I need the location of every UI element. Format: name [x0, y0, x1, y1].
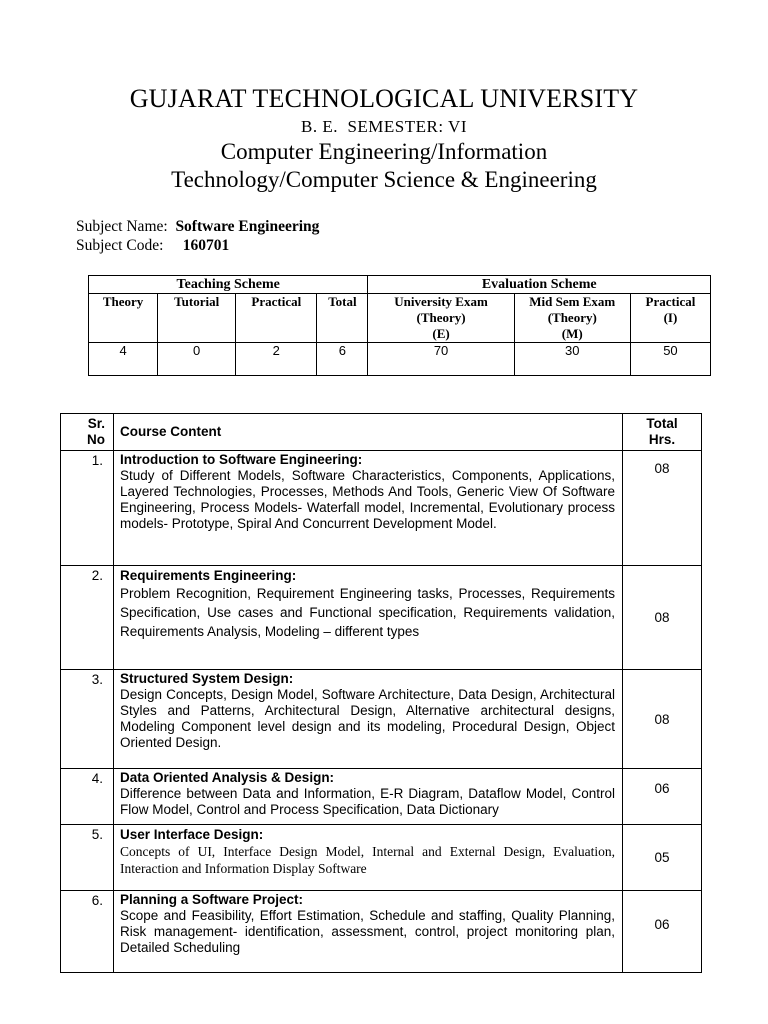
teaching-scheme-header: Teaching Scheme [89, 276, 368, 294]
table-row [61, 566, 702, 670]
topic-title: User Interface Design: [120, 827, 264, 842]
row-content [114, 670, 623, 769]
topic-description: Difference between Data and Information, E-R Diagram, Dataflow Model, Control Flow Model, Control and Process Specification, Data Dictionary [120, 786, 615, 817]
subject-name [76, 218, 319, 236]
practical-eval-header [630, 294, 710, 343]
subject-code-value: 160701 [182, 237, 230, 254]
sr-no-header [61, 414, 114, 451]
table-row [61, 451, 702, 566]
table-row [61, 769, 702, 825]
topic-description: Problem Recognition, Requirement Engineering tasks, Processes, Requirements Specification, Use cases and Functional specification, Requirements validation, Requirements Analysis, Modeling – different types [120, 586, 615, 639]
course-content-table [60, 413, 702, 973]
topic-title: Structured System Design: [120, 671, 294, 686]
row-content [114, 891, 623, 973]
mid-sem-line-1: Mid Sem Exam [529, 294, 616, 309]
tutorial-header: Tutorial [158, 294, 236, 343]
mid-sem-line-2: (Theory) [547, 310, 597, 325]
topic-title: Data Oriented Analysis & Design: [120, 770, 335, 785]
row-content [114, 769, 623, 825]
mid-sem-line-3: (M) [561, 326, 583, 341]
topic-description: Study of Different Models, Software Characteristics, Components, Applications, Layered Technologies, Processes, Methods And Tools, Generic View Of Software Engineering, Process Models- Waterfall model, Incremental, Evolutionary process models- Prototype, Spiral And Concurrent Development Model. [120, 468, 615, 531]
total-value: 6 [317, 343, 368, 376]
subject-code-label: Subject Code: [76, 237, 164, 254]
university-exam-line-3: (E) [432, 326, 450, 341]
row-hours: 06 [623, 891, 702, 973]
tutorial-value: 0 [158, 343, 236, 376]
row-content [114, 566, 623, 670]
topic-title: Planning a Software Project: [120, 892, 304, 907]
practical-eval-line-2: (I) [663, 310, 678, 325]
topic-description: Design Concepts, Design Model, Software Architecture, Data Design, Architectural Styles and Patterns, Architectural Design, Alternative architectural designs, Modeling Component level design and its modeling, Procedural Design, Object Oriented Design. [120, 687, 615, 750]
topic-description: Concepts of UI, Interface Design Model, Internal and External Design, Evaluation, Interaction and Information Display Software [120, 844, 615, 876]
row-number: 6. [61, 891, 114, 973]
department-line-2: Technology/Computer Science & Engineering [171, 167, 597, 192]
mid-sem-exam-value: 30 [514, 343, 630, 376]
row-hours: 08 [623, 451, 702, 566]
total-hrs-header [623, 414, 702, 451]
sr-no-line-1: Sr. [87, 416, 105, 431]
total-hrs-line-1: Total [646, 416, 678, 431]
practical-value: 2 [236, 343, 317, 376]
mid-sem-exam-header [514, 294, 630, 343]
sr-no-line-2: No [87, 432, 105, 447]
row-hours: 08 [623, 670, 702, 769]
practical-header: Practical [236, 294, 317, 343]
row-number: 5. [61, 825, 114, 891]
row-hours: 05 [623, 825, 702, 891]
evaluation-scheme-header: Evaluation Scheme [368, 276, 711, 294]
table-row [61, 891, 702, 973]
course-content-header: Course Content [114, 414, 623, 451]
total-header: Total [317, 294, 368, 343]
university-exam-line-1: University Exam [394, 294, 488, 309]
table-row [61, 825, 702, 891]
row-content [114, 825, 623, 891]
subject-name-label: Subject Name: [76, 218, 168, 235]
row-number: 2. [61, 566, 114, 670]
row-number: 1. [61, 451, 114, 566]
table-row [61, 670, 702, 769]
topic-title: Introduction to Software Engineering: [120, 452, 363, 467]
university-exam-value: 70 [368, 343, 514, 376]
row-content [114, 451, 623, 566]
theory-value: 4 [89, 343, 158, 376]
practical-eval-line-1: Practical [645, 294, 696, 309]
university-exam-line-2: (Theory) [416, 310, 466, 325]
university-title: GUJARAT TECHNOLOGICAL UNIVERSITY [129, 84, 639, 113]
row-number: 4. [61, 769, 114, 825]
department-line-1: Computer Engineering/Information [220, 139, 548, 164]
total-hrs-line-2: Hrs. [648, 432, 676, 447]
semester-label: B. E. SEMESTER: VI [301, 117, 467, 136]
row-hours: 08 [623, 566, 702, 670]
row-number: 3. [61, 670, 114, 769]
practical-eval-value: 50 [630, 343, 710, 376]
university-exam-header [368, 294, 514, 343]
subject-code [76, 237, 229, 255]
row-hours: 06 [623, 769, 702, 825]
topic-description: Scope and Feasibility, Effort Estimation, Schedule and staffing, Quality Planning, Risk management- identification, assessment, control, project monitoring plan, Detailed Scheduling [120, 908, 615, 955]
theory-header: Theory [89, 294, 158, 343]
subject-name-value: Software Engineering [175, 218, 320, 235]
topic-title: Requirements Engineering: [120, 568, 297, 583]
scheme-table [88, 275, 711, 376]
